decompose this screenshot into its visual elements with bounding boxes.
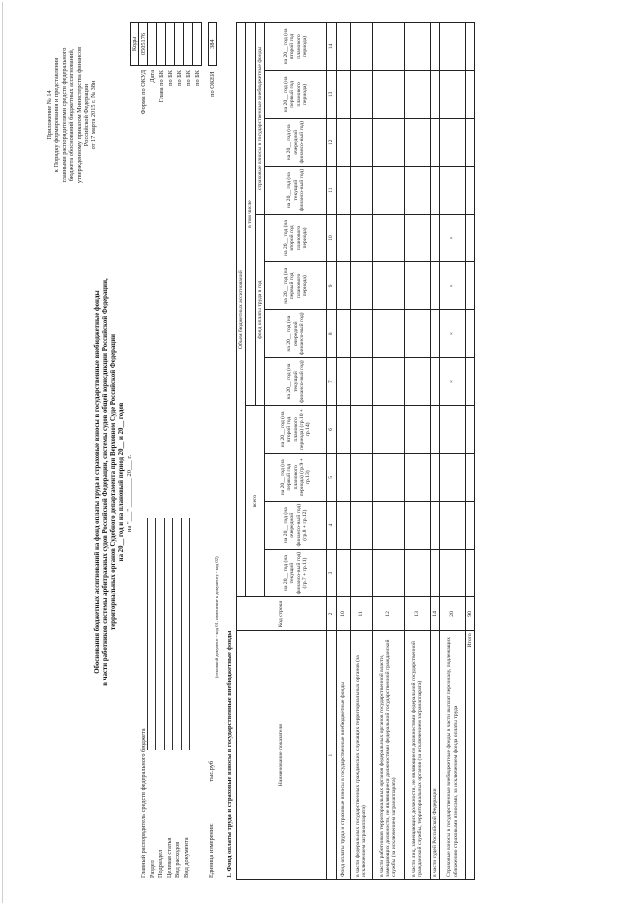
date-line: на "___" _________ 20___ г. (126, 455, 133, 532)
value-cell[interactable] (336, 549, 350, 597)
okei-value: 384 (208, 22, 217, 66)
field-label: Целевая статья (165, 837, 173, 878)
codes-row (193, 22, 202, 202)
value-cell[interactable] (466, 262, 475, 310)
value-cell[interactable] (440, 23, 466, 71)
codes-value: 0505176 (139, 22, 148, 66)
header-period-col: на 20__ год (на очередной финансо-вый год) (265, 310, 327, 358)
value-cell[interactable] (372, 166, 404, 214)
document-title (94, 202, 126, 762)
header-period-col: на 20__ год (на текущий финансо-вый год) (265, 166, 327, 214)
value-cell[interactable] (350, 23, 372, 71)
value-cell[interactable] (350, 549, 372, 597)
value-cell[interactable] (336, 23, 350, 71)
units-label: Единица измерения: (208, 823, 215, 878)
value-cell[interactable] (404, 166, 430, 214)
table-row (430, 23, 439, 880)
value-cell[interactable] (404, 453, 430, 501)
value-cell[interactable]: × (440, 262, 466, 310)
value-cell[interactable] (372, 70, 404, 118)
value-cell[interactable] (466, 549, 475, 597)
header-incl: в том числе (246, 23, 255, 406)
codes-value (175, 22, 184, 66)
value-cell[interactable] (372, 214, 404, 262)
fill-line[interactable] (164, 518, 165, 750)
appendix-line: Российской Федерации (83, 83, 91, 147)
title-line: в части работников системы арбитражных судов Российской Федерации, системы судов общей юрисдикции Российской Федерации, (102, 278, 109, 686)
codes-value (157, 22, 166, 66)
codes-label: по БК (194, 70, 201, 86)
col-number: 11 (327, 166, 336, 214)
value-cell[interactable] (336, 501, 350, 549)
value-cell[interactable] (430, 453, 439, 501)
appendix-note (46, 20, 98, 210)
field-row (166, 518, 175, 878)
codes-label: Форма по ОКУД (140, 70, 147, 115)
header-fields (140, 518, 191, 878)
value-cell[interactable] (466, 166, 475, 214)
field-label: Вид расходов (174, 841, 181, 878)
value-cell[interactable] (466, 310, 475, 358)
value-cell[interactable] (350, 501, 372, 549)
row-code: 14 (430, 597, 439, 631)
rotated-document-page (40, 12, 600, 892)
value-cell[interactable] (372, 358, 404, 406)
header-period-col: на 20__ год (на очередной финансо-вый год) (265, 118, 327, 166)
value-cell[interactable] (336, 262, 350, 310)
column-number-row (327, 23, 336, 880)
value-cell[interactable] (372, 23, 404, 71)
header-total-col: на 20__ год (на второй год планового периода) (гр.10 + гр.14) (265, 406, 327, 454)
value-cell[interactable] (404, 262, 430, 310)
header-total: всего (246, 406, 265, 597)
value-cell[interactable] (336, 70, 350, 118)
header-period-col: на 20__ год (на первый год планового периода) (265, 262, 327, 310)
col-number: 12 (327, 118, 336, 166)
value-cell[interactable] (336, 166, 350, 214)
table-row (466, 23, 475, 880)
value-cell[interactable] (404, 501, 430, 549)
value-cell[interactable] (336, 406, 350, 454)
appendix-line: от 17 марта 2015 г. № 38н (90, 80, 98, 150)
value-cell[interactable] (404, 23, 430, 71)
field-row (174, 518, 183, 878)
field-label: Подраздел (157, 849, 164, 878)
value-cell[interactable] (350, 406, 372, 454)
col-number: 7 (327, 358, 336, 406)
field-label: Главный распорядитель средств федерального бюджета (140, 728, 147, 878)
value-cell[interactable] (372, 262, 404, 310)
value-cell[interactable] (372, 118, 404, 166)
table-row (404, 23, 430, 880)
row-name: в части работников территориальных органов федеральных органов государственной власти, замещающих должности, не являющиеся должностями федеральной государственной гражданской службы (за исключением загранаппарата) (372, 631, 404, 880)
fill-line[interactable] (147, 518, 148, 750)
table-row (372, 23, 404, 880)
col-number: 8 (327, 310, 336, 358)
value-cell[interactable] (466, 358, 475, 406)
value-cell[interactable] (372, 453, 404, 501)
value-cell[interactable] (440, 501, 466, 549)
field-row (183, 518, 192, 878)
value-cell[interactable] (336, 214, 350, 262)
header-period-col: на 20__ год (на первый год планового периода) (265, 70, 327, 118)
header-ins: страховые взносы в государственные внебюджетные фонды (255, 23, 264, 215)
value-cell[interactable] (466, 70, 475, 118)
header-code: Код строки (237, 597, 327, 631)
value-cell[interactable] (440, 549, 466, 597)
value-cell[interactable] (430, 23, 439, 71)
row-code: 12 (372, 597, 404, 631)
value-cell[interactable] (372, 406, 404, 454)
field-label: Раздел (148, 860, 156, 878)
value-cell[interactable] (430, 310, 439, 358)
table-row (336, 23, 350, 880)
row-name: в части лиц, замещающих должности, не являющиеся должностями федеральной государственной гражданской службы, территориальных органов (за исключением загранаппарата) (404, 631, 430, 880)
value-cell[interactable] (430, 262, 439, 310)
okei-line (208, 22, 217, 97)
row-name: Страховые взносы в государственные внебюджетные фонды в части выплат персоналу, подлежащих обложению страховыми взносами, за исключением фонда оплаты труда (440, 631, 466, 880)
value-cell[interactable]: × (440, 310, 466, 358)
units-line (208, 556, 219, 878)
value-cell[interactable] (336, 358, 350, 406)
row-code: 11 (350, 597, 372, 631)
field-label: Вид документа (182, 837, 190, 878)
value-cell[interactable] (404, 549, 430, 597)
value-cell[interactable] (350, 453, 372, 501)
value-cell[interactable] (440, 406, 466, 454)
row-name: Фонд оплаты труда и страховые взносы в государственные внебюджетные фонды (336, 631, 350, 880)
fill-line[interactable] (189, 518, 190, 750)
value-cell[interactable] (372, 549, 404, 597)
value-cell[interactable] (350, 166, 372, 214)
codes-row (139, 22, 148, 202)
col-number: 13 (327, 70, 336, 118)
value-cell[interactable] (404, 214, 430, 262)
codes-label: Глава по БК (158, 70, 165, 103)
value-cell[interactable] (350, 70, 372, 118)
row-code: 13 (404, 597, 430, 631)
table-row (350, 23, 372, 880)
header-total-col: на 20__ год (на очередной финансо-вый год) (гр.8 + гр.12) (265, 501, 327, 549)
row-code: 20 (440, 597, 466, 631)
value-cell[interactable] (430, 70, 439, 118)
row-name: в части судей Российской Федерации (430, 631, 439, 880)
row-name: в части федеральных государственных гражданских служащих территориальных органов (за исключением загранаппарата) (350, 631, 372, 880)
table-body (336, 23, 475, 880)
row-code: 10 (336, 597, 350, 631)
value-cell[interactable] (404, 358, 430, 406)
header-volume: Объем бюджетных ассигнований (237, 23, 246, 597)
codes-label: по БК (185, 70, 192, 86)
col-number: 4 (327, 501, 336, 549)
value-cell[interactable] (372, 310, 404, 358)
codes-label: по БК (176, 70, 183, 86)
codes-value (166, 22, 175, 66)
budget-table (236, 22, 475, 880)
value-cell[interactable] (440, 453, 466, 501)
col-number: 3 (327, 549, 336, 597)
value-cell[interactable] (430, 118, 439, 166)
value-cell[interactable] (336, 310, 350, 358)
header-period-col: на 20__ год (на второй год планового периода) (265, 23, 327, 71)
appendix-line: Приложение № 14 (46, 90, 53, 140)
table-row (440, 23, 466, 880)
value-cell[interactable] (350, 358, 372, 406)
value-cell[interactable] (466, 406, 475, 454)
value-cell[interactable] (372, 501, 404, 549)
value-cell[interactable] (404, 406, 430, 454)
value-cell[interactable] (336, 453, 350, 501)
value-cell[interactable] (430, 549, 439, 597)
value-cell[interactable] (404, 70, 430, 118)
header-period-col: на 20__ год (на текущий финансо-вый год) (265, 358, 327, 406)
value-cell[interactable] (404, 310, 430, 358)
value-cell[interactable] (466, 118, 475, 166)
field-row (140, 518, 149, 878)
value-cell[interactable] (440, 118, 466, 166)
col-number: 14 (327, 23, 336, 71)
appendix-line: бюджета обоснований бюджетных ассигнований, (68, 48, 76, 182)
value-cell[interactable] (350, 310, 372, 358)
codes-label: Дата (149, 70, 156, 83)
value-cell[interactable] (430, 214, 439, 262)
value-cell[interactable] (430, 166, 439, 214)
field-row (157, 518, 166, 878)
units-value: тыс.руб (208, 760, 215, 782)
title-line: Обоснования бюджетных ассигнований на фонд оплаты труда и страховые взносы в государственные внебюджетные фонды (94, 290, 101, 674)
col-number: 10 (327, 214, 336, 262)
value-cell[interactable] (466, 214, 475, 262)
value-cell[interactable] (440, 70, 466, 118)
okei-label: по ОКЕИ (209, 71, 216, 97)
col-number: 2 (327, 597, 336, 631)
title-line: территориальных органов Судебного департамента при Верховном Суде Российской Федерации (110, 333, 117, 631)
codes-row (148, 22, 157, 202)
appendix-line: утвержденному приказом Министерства финансов (75, 46, 83, 184)
header-total-col: на 20__ год (на текущий финансо-вый год) (гр.7 + гр.11) (265, 549, 327, 597)
value-cell[interactable] (350, 214, 372, 262)
row-name: Итого (466, 631, 475, 880)
appendix-line: главными распорядителями средств федерального (60, 47, 68, 183)
codes-label: по БК (167, 70, 174, 86)
header-total-col: на 20__ год (на первый год планового периода) (гр.9 + гр.13) (265, 453, 327, 501)
header-period-col: на 20__ год (на второй год планового периода) (265, 214, 327, 262)
codes-row (175, 22, 184, 202)
units-note: (основной документ - код 01, изменение к документу - код 02) (214, 556, 219, 678)
codes-header: Коды (130, 22, 139, 66)
value-cell[interactable] (440, 166, 466, 214)
codes-value (193, 22, 202, 66)
col-number: 6 (327, 406, 336, 454)
codes-row (166, 22, 175, 202)
col-number: 5 (327, 453, 336, 501)
codes-value (148, 22, 157, 66)
codes-value (184, 22, 193, 66)
header-fot: фонд оплаты труда в год (255, 214, 264, 405)
value-cell[interactable] (430, 358, 439, 406)
col-number: 1 (327, 631, 336, 880)
value-cell[interactable] (350, 262, 372, 310)
col-number: 9 (327, 262, 336, 310)
value-cell[interactable] (404, 118, 430, 166)
value-cell[interactable] (466, 23, 475, 71)
header-name: Наименование показателя (237, 631, 327, 880)
value-cell[interactable] (336, 118, 350, 166)
value-cell[interactable] (466, 453, 475, 501)
codes-row (157, 22, 166, 202)
appendix-line: к Порядку формирования и представления (53, 57, 61, 173)
codes-row (184, 22, 193, 202)
fill-line[interactable] (155, 518, 156, 750)
fill-line[interactable] (181, 518, 182, 750)
fill-line[interactable] (172, 518, 173, 750)
title-line: на 20__ год и на плановый период 20__ и 20__ годов (118, 402, 125, 562)
value-cell[interactable] (430, 501, 439, 549)
value-cell[interactable] (430, 406, 439, 454)
row-code: 90 (466, 597, 475, 631)
section-title: 1. Фонд оплаты труда и страховые взносы в государственные внебюджетные фонды (226, 630, 233, 878)
field-row (149, 518, 158, 878)
value-cell[interactable]: × (440, 214, 466, 262)
value-cell[interactable] (350, 118, 372, 166)
value-cell[interactable] (466, 501, 475, 549)
value-cell[interactable]: × (440, 358, 466, 406)
